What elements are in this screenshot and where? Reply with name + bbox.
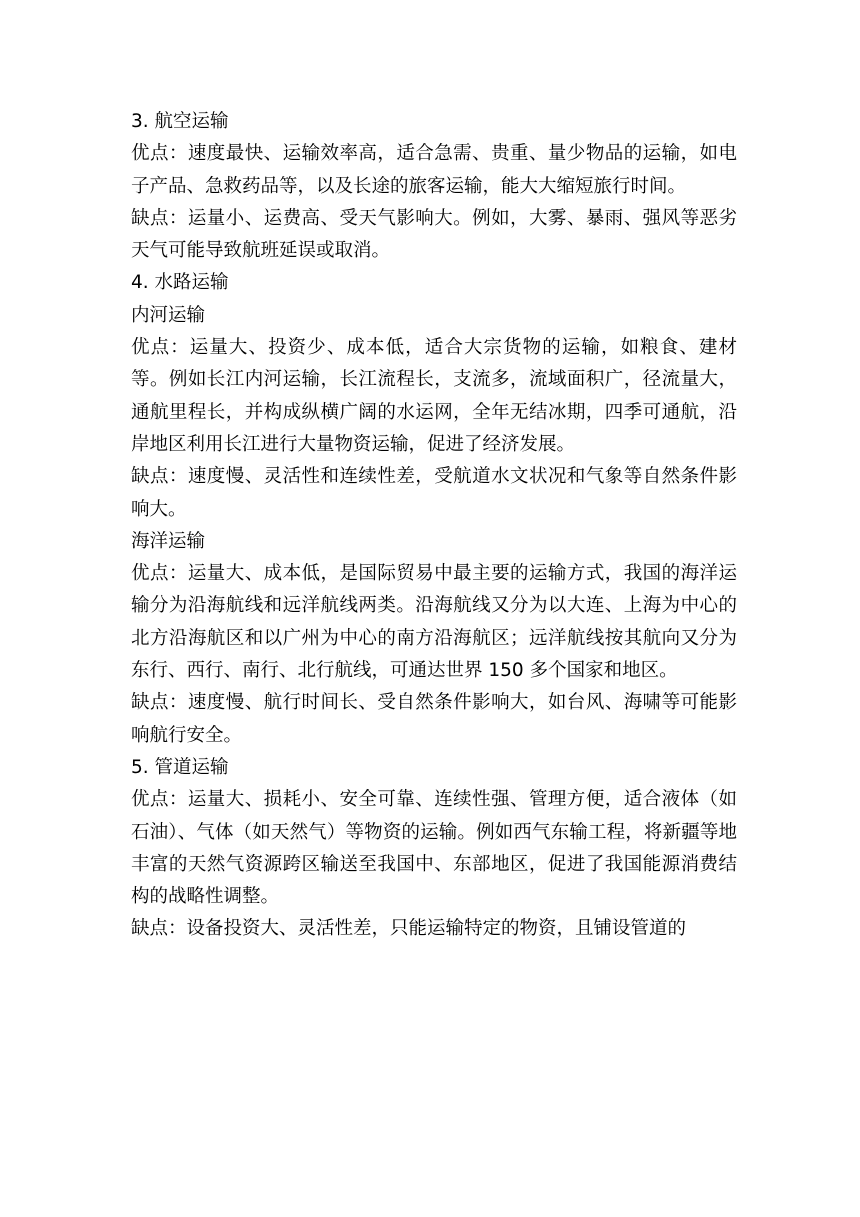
ocean-advantages: 优点：运量大、成本低，是国际贸易中最主要的运输方式，我国的海洋运输分为沿海航线和远洋航线两类。沿海航线又分为以大连、上海为中心的北方沿海航区和以广州为中心的南方沿海航区；远洋航线按其航向又分为东行、西行、南行、北行航线，可通达世界 150 多个国家和地区。 — [131, 563, 737, 682]
inland-river-disadvantages: 缺点：速度慢、灵活性和连续性差，受航道水文状况和气象等自然条件影响大。 — [131, 466, 737, 520]
ocean-disadvantages: 缺点：速度慢、航行时间长、受自然条件影响大，如台风、海啸等可能影响航行安全。 — [131, 692, 737, 746]
section-heading-pipeline-transport: 5. 管道运输 — [131, 756, 229, 778]
pipeline-disadvantages: 缺点：设备投资大、灵活性差，只能运输特定的物资，且铺设管道的 — [131, 918, 687, 940]
section-heading-water-transport: 4. 水路运输 — [131, 272, 229, 294]
subheading-inland-river: 内河运输 — [131, 304, 206, 326]
document-body — [131, 106, 737, 946]
air-transport-disadvantages: 缺点：运量小、运费高、受天气影响大。例如，大雾、暴雨、强风等恶劣天气可能导致航班延误或取消。 — [131, 207, 737, 262]
pipeline-advantages: 优点：运量大、损耗小、安全可靠、连续性强、管理方便，适合液体（如石油）、气体（如天然气）等物资的运输。例如西气东输工程，将新疆等地丰富的天然气资源跨区输送至我国中、东部地区，促进了我国能源消费结构的战略性调整。 — [131, 789, 737, 908]
section-heading-air-transport: 3. 航空运输 — [131, 111, 229, 132]
air-transport-advantages: 优点：速度最快、运输效率高，适合急需、贵重、量少物品的运输，如电子产品、急救药品等，以及长途的旅客运输，能大大缩短旅行时间。 — [131, 143, 737, 197]
inland-river-advantages: 优点：运量大、投资少、成本低，适合大宗货物的运输，如粮食、建材等。例如长江内河运输，长江流程长，支流多，流域面积广，径流量大，通航里程长，并构成纵横广阔的水运网，全年无结冰期，四季可通航，沿岸地区利用长江进行大量物资运输，促进了经济发展。 — [131, 337, 737, 455]
subheading-ocean: 海洋运输 — [131, 530, 206, 552]
